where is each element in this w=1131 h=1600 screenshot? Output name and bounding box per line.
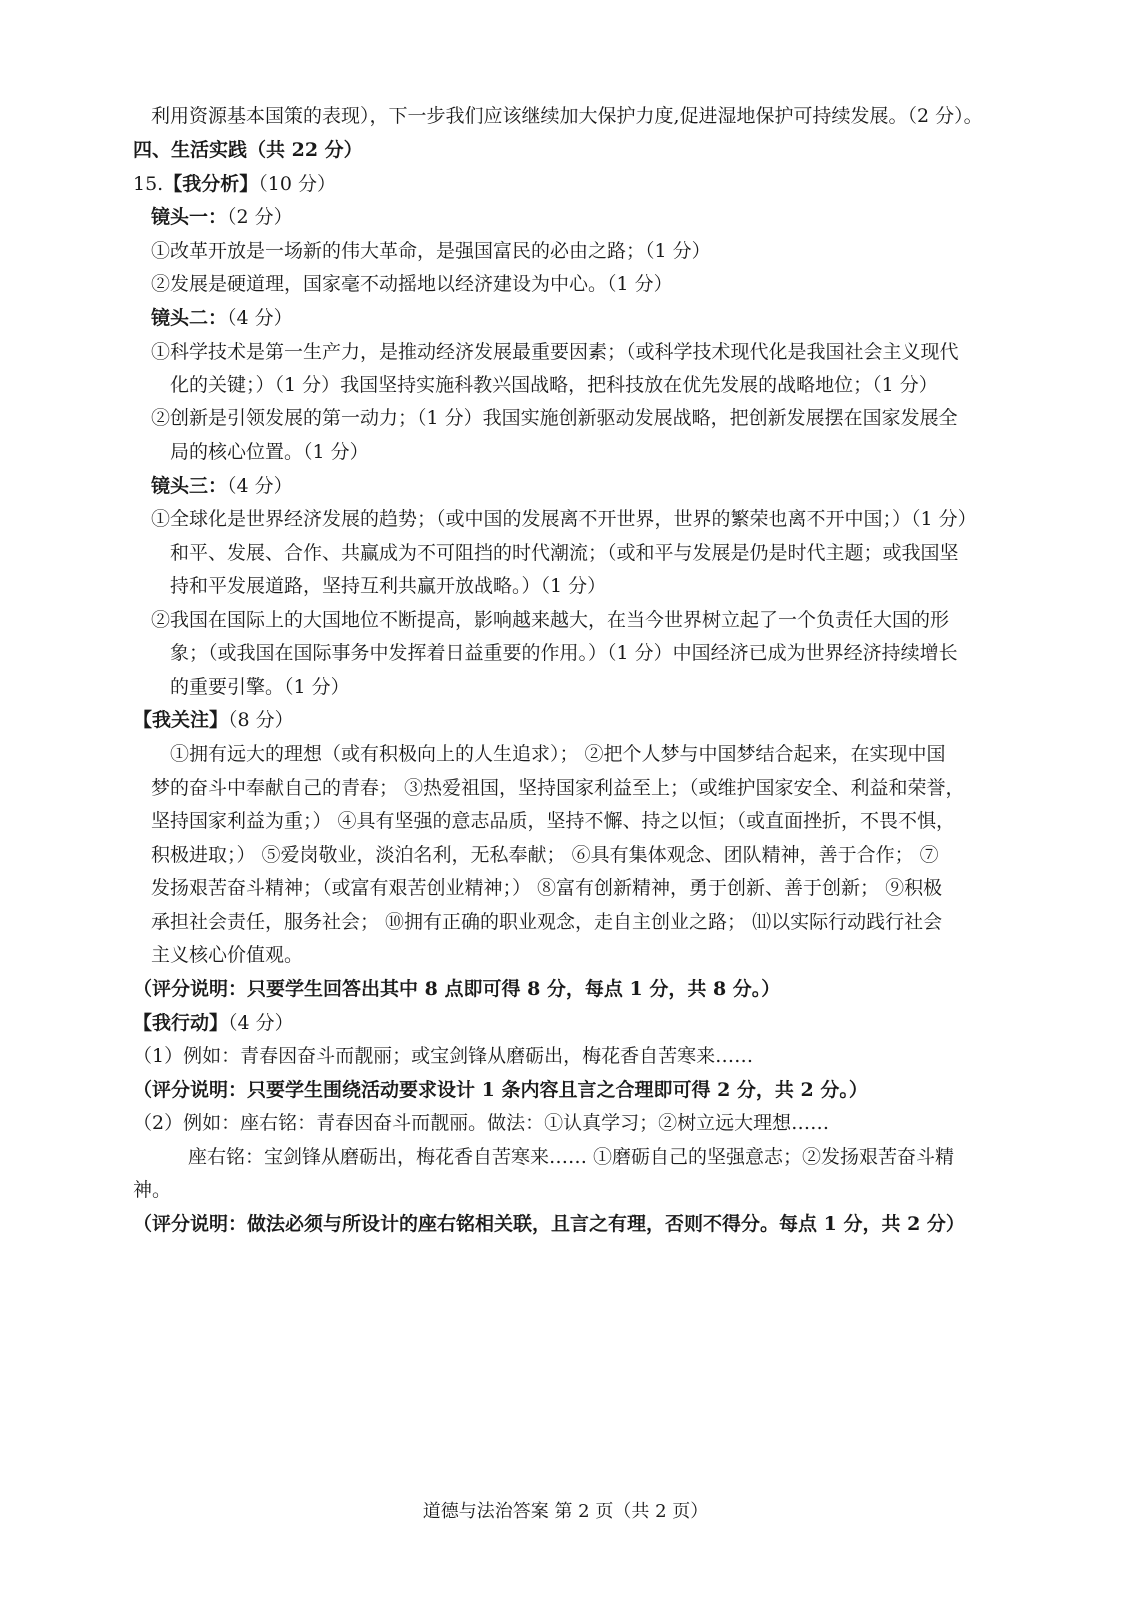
text-line: ①科学技术是第一生产力，是推动经济发展最重要因素；（或科学技术现代化是我国社会主义现代	[151, 341, 959, 363]
scoring-note: （评分说明：只要学生围绕活动要求设计 1 条内容且言之合理即可得 2 分，共 2 分。）	[133, 1079, 868, 1101]
text-line: 象；（或我国在国际事务中发挥着日益重要的作用。）（1 分）中国经济已成为世界经济持续增长	[170, 642, 958, 664]
text-line: 座右铭：宝剑锋从磨砺出，梅花香自苦寒来…… ①磨砺自己的坚强意志；②发扬艰苦奋斗精	[188, 1146, 955, 1168]
text-line: ②我国在国际上的大国地位不断提高，影响越来越大，在当今世界树立起了一个负责任大国的形	[151, 609, 950, 631]
subsection-title: 【我分析】	[163, 173, 259, 195]
scoring-note: （评分说明：做法必须与所设计的座右铭相关联，且言之有理，否则不得分。每点 1 分，共 2 分）	[133, 1213, 965, 1235]
score-note: （10 分）	[258, 173, 336, 195]
shot-heading	[151, 205, 293, 229]
section-heading: 四、生活实践（共 22 分）	[133, 139, 363, 161]
text-line: 梦的奋斗中奉献自己的青春； ③热爱祖国，坚持国家利益至上；（或维护国家安全、利益和荣誉，	[151, 777, 965, 799]
text-line: 发扬艰苦奋斗精神；（或富有艰苦创业精神；） ⑧富有创新精神，勇于创新、善于创新； ⑨积极	[151, 877, 943, 899]
text-line: 坚持国家利益为重；） ④具有坚强的意志品质，坚持不懈、持之以恒；（或直面挫折，不畏不惧，	[151, 810, 956, 832]
text-line: （1）例如：青春因奋斗而靓丽；或宝剑锋从磨砺出，梅花香自苦寒来……	[133, 1045, 754, 1067]
text-line: ①全球化是世界经济发展的趋势；（或中国的发展离不开世界，世界的繁荣也离不开中国；）（1 分）	[151, 508, 977, 530]
subsection-title: 【我行动】	[133, 1012, 229, 1034]
text-line: 持和平发展道路，坚持互利共赢开放战略。）（1 分）	[170, 575, 607, 597]
score-note: （4 分）	[227, 475, 293, 497]
text-line: 利用资源基本国策的表现），下一步我们应该继续加大保护力度,促进湿地保护可持续发展。（2 分）。	[151, 105, 983, 127]
score-note: （8 分）	[228, 709, 294, 731]
text-line: 积极进取；） ⑤爱岗敬业，淡泊名利，无私奉献； ⑥具有集体观念、团队精神，善于合作； ⑦	[151, 844, 939, 866]
text-line: ②创新是引领发展的第一动力；（1 分）我国实施创新驱动发展战略，把创新发展摆在国家发展全	[151, 407, 958, 429]
score-note: （2 分）	[227, 206, 293, 228]
subsection-heading	[133, 1011, 294, 1035]
question-header	[133, 172, 336, 196]
shot-title: 镜头一：	[151, 206, 228, 228]
text-line: ②发展是硬道理，国家毫不动摇地以经济建设为中心。（1 分）	[151, 273, 673, 295]
subsection-title: 【我关注】	[133, 709, 229, 731]
text-line: 局的核心位置。（1 分）	[170, 441, 369, 463]
score-note: （4 分）	[228, 1012, 294, 1034]
text-line: ①改革开放是一场新的伟大革命，是强国富民的必由之路；（1 分）	[151, 240, 711, 262]
score-note: （4 分）	[227, 307, 293, 329]
text-line: 承担社会责任，服务社会； ⑩拥有正确的职业观念，走自主创业之路； ⑾以实际行动践行社会	[151, 911, 943, 933]
shot-title: 镜头三：	[151, 475, 228, 497]
shot-heading	[151, 306, 293, 330]
shot-title: 镜头二：	[151, 307, 228, 329]
shot-heading	[151, 474, 293, 498]
text-line: 化的关键；）（1 分）我国坚持实施科教兴国战略，把科技放在优先发展的战略地位；（1 分）	[170, 374, 938, 396]
page-footer: 道德与法治答案 第 2 页（共 2 页）	[422, 1501, 709, 1522]
text-line: ①拥有远大的理想（或有积极向上的人生追求）； ②把个人梦与中国梦结合起来，在实现中国	[170, 743, 946, 765]
text-line: 的重要引擎。（1 分）	[170, 676, 350, 698]
scoring-note: （评分说明：只要学生回答出其中 8 点即可得 8 分，每点 1 分，共 8 分。）	[133, 978, 781, 1000]
question-number: 15.	[133, 173, 164, 195]
text-line: 主义核心价值观。	[151, 944, 304, 966]
text-line: 和平、发展、合作、共赢成为不可阻挡的时代潮流；（或和平与发展是仍是时代主题；或我国坚	[170, 542, 959, 564]
text-line: 神。	[133, 1179, 172, 1201]
text-line: （2）例如：座右铭：青春因奋斗而靓丽。做法：①认真学习；②树立远大理想……	[133, 1112, 830, 1134]
subsection-heading	[133, 708, 294, 732]
